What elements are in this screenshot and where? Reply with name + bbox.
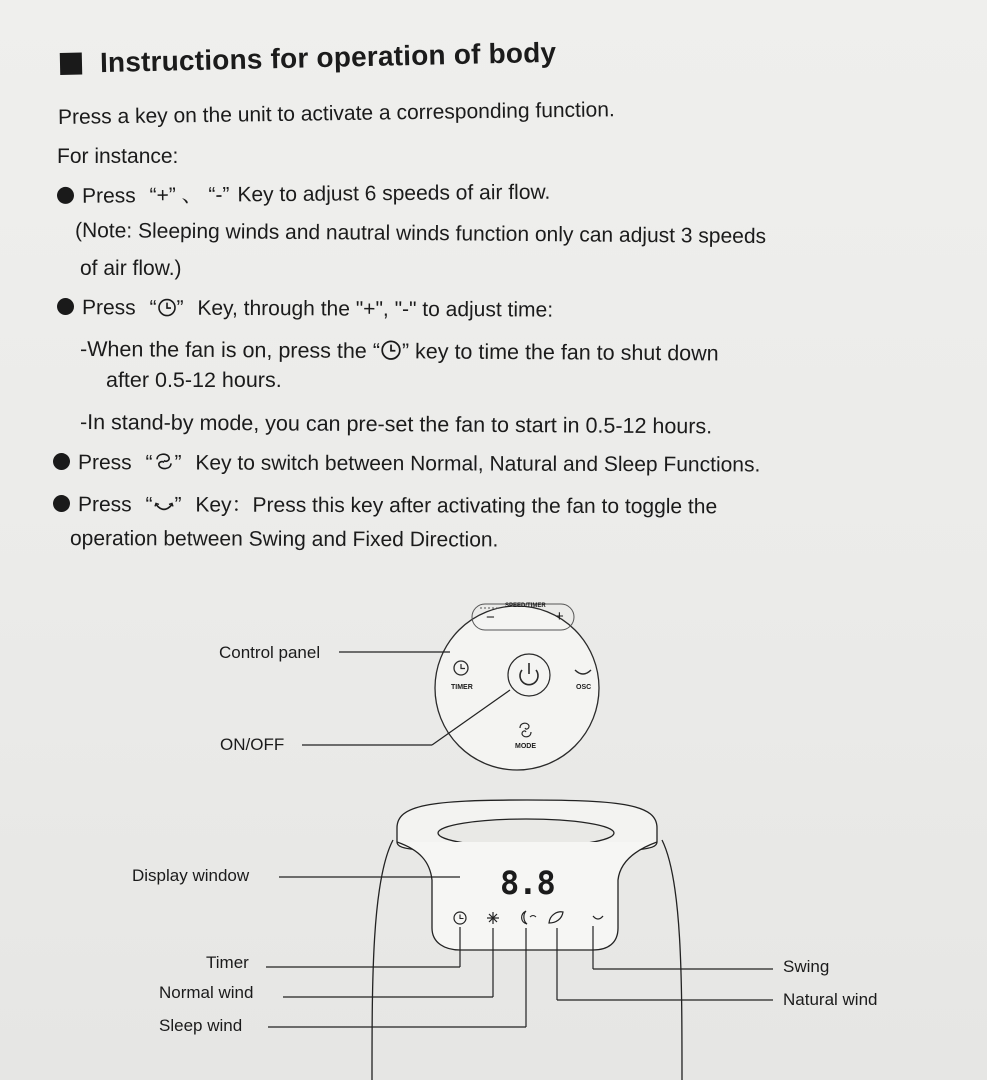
timer-sub-2: -In stand-by mode, you can pre-set the fan to start in 0.5-12 hours. xyxy=(79,410,713,439)
speed-note-2: of air flow.) xyxy=(80,257,182,280)
label-swing: Swing xyxy=(783,957,830,976)
timer-open-quote: “ xyxy=(149,296,157,320)
clock-icon xyxy=(380,339,402,361)
speed-text: Key to adjust 6 speeds of air flow. xyxy=(237,180,551,207)
intro-line-1: Press a key on the unit to activate a corresponding function. xyxy=(57,98,615,129)
bullet-icon xyxy=(57,187,74,204)
speed-prefix: Press xyxy=(81,184,136,208)
timer-key-label: TIMER xyxy=(451,684,473,691)
clock-icon xyxy=(156,298,176,318)
timer-sub-1-a: -When the fan is on, press the “ xyxy=(79,337,381,364)
swing-open-quote: “ xyxy=(145,493,153,517)
swing-text: Key：Press this key after activating the fan to toggle the xyxy=(195,493,718,519)
bullet-icon xyxy=(53,453,70,470)
heading-square-icon xyxy=(60,53,82,75)
mode-key-label: MODE xyxy=(515,743,536,750)
plus-key[interactable]: + xyxy=(555,608,564,625)
timer-sub-1 xyxy=(80,337,719,366)
label-normal-wind: Normal wind xyxy=(159,983,254,1002)
swing-item xyxy=(53,488,717,520)
product-diagram xyxy=(0,560,987,1080)
mode-text: Key to switch between Normal, Natural and Sleep Functions. xyxy=(195,451,761,477)
speed-note-1: (Note: Sleeping winds and nautral winds function only can adjust 3 speeds xyxy=(74,219,767,249)
swing-close-quote: ” xyxy=(174,493,182,517)
timer-item xyxy=(57,296,553,323)
display-readout: 8.8 xyxy=(500,864,555,902)
intro-line-2: For instance: xyxy=(57,145,179,168)
timer-close-quote: ” xyxy=(176,296,184,320)
label-on-off: ON/OFF xyxy=(220,735,285,754)
speed-item xyxy=(57,176,551,210)
page-title: Instructions for operation of body xyxy=(99,36,557,79)
speed-keys: “+” 、 “-” xyxy=(149,183,230,208)
mode-close-quote: ” xyxy=(174,451,182,475)
mode-item xyxy=(53,450,760,477)
minus-key[interactable]: − xyxy=(486,609,495,626)
swing-icon xyxy=(152,500,174,514)
label-display-window: Display window xyxy=(132,866,250,885)
mode-prefix: Press xyxy=(77,451,132,475)
section-heading xyxy=(60,37,557,80)
label-natural-wind: Natural wind xyxy=(783,990,878,1009)
osc-key-label: OSC xyxy=(576,684,592,691)
speed-timer-label: SPEED/TIMER xyxy=(505,603,546,609)
mode-open-quote: “ xyxy=(145,451,153,475)
bullet-icon xyxy=(53,495,70,512)
label-control-panel: Control panel xyxy=(219,643,321,662)
bullet-icon xyxy=(57,298,74,315)
timer-sub-1-b: ” key to time the fan to shut down xyxy=(401,339,719,366)
label-sleep-wind: Sleep wind xyxy=(159,1016,243,1035)
mode-icon xyxy=(152,450,174,472)
swing-text-2: operation between Swing and Fixed Direction. xyxy=(69,527,499,552)
timer-text: Key, through the "+", "-" to adjust time: xyxy=(197,296,554,322)
timer-sub-1-c: after 0.5-12 hours. xyxy=(106,368,282,392)
timer-prefix: Press xyxy=(81,296,136,320)
swing-prefix: Press xyxy=(77,493,132,517)
label-timer: Timer xyxy=(206,953,249,972)
